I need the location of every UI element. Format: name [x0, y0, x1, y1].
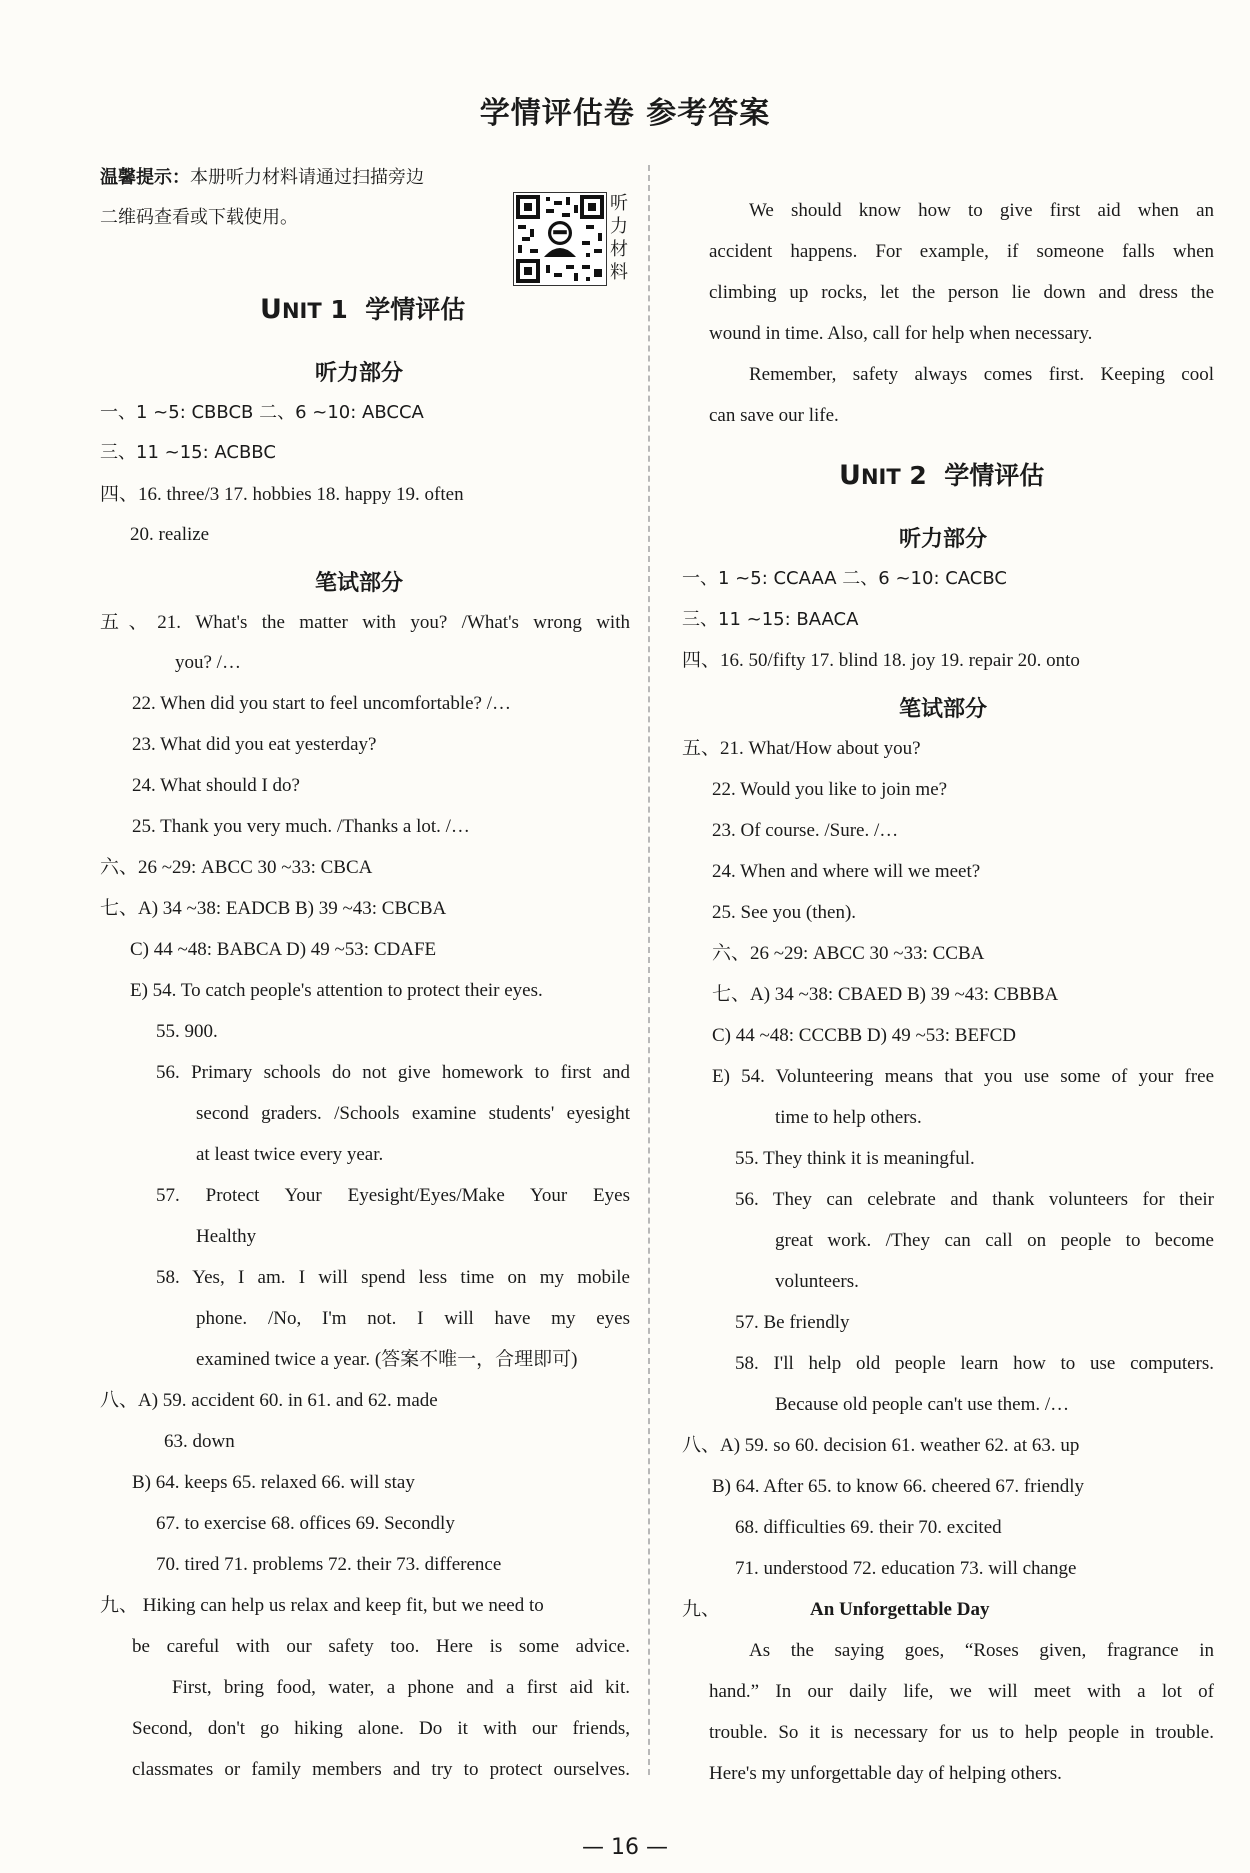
essay-line: hand.” In our daily life, we will meet with a lot of: [709, 1681, 1214, 1702]
unit1-answer-line: classmates or family members and try to protect ourselves.: [132, 1759, 630, 1780]
unit1-answer-line: at least twice every year.: [196, 1144, 384, 1165]
unit2-listening-heading: 听力部分: [899, 527, 988, 552]
unit1-answer-line: 70. tired 71. problems 72. their 73. difference: [156, 1554, 502, 1575]
unit1-answer-line: 22. When did you start to feel uncomfortable? /…: [132, 693, 512, 714]
tip-text-line2: 二维码查看或下载使用。: [100, 207, 298, 228]
unit2-answer-line: 九、 An Unforgettable Day: [682, 1599, 990, 1620]
unit1-listening-line: 三、11 ~15: ACBBC: [100, 442, 276, 463]
unit1-answer-line: 23. What did you eat yesterday?: [132, 734, 377, 755]
unit2-answer-line: E) 54. Volunteering means that you use some of your free: [712, 1066, 1214, 1087]
unit2-listening-line: 三、11 ~15: BAACA: [682, 609, 859, 630]
unit1-answer-line: be careful with our safety too. Here is some advice.: [132, 1636, 630, 1657]
essay-line: Remember, safety always comes first. Keeping cool: [749, 364, 1214, 385]
unit1-listening-heading: 听力部分: [315, 361, 404, 386]
unit1-answer-line: second graders. /Schools examine students' eyesight: [196, 1103, 630, 1124]
unit2-answer-line: 22. Would you like to join me?: [712, 779, 948, 800]
tip-label: 温馨提示：: [100, 167, 190, 188]
unit1-answer-line: 57. Protect Your Eyesight/Eyes/Make Your Eyes: [156, 1185, 630, 1206]
unit2-answer-line: B) 64. After 65. to know 66. cheered 67. friendly: [712, 1476, 1084, 1497]
qr-code[interactable]: [513, 192, 607, 286]
unit1-answer-line: 25. Thank you very much. /Thanks a lot. /…: [132, 816, 470, 837]
unit1-answer-line: 六、26 ~29: ABCC 30 ~33: CBCA: [100, 857, 373, 878]
unit1-answer-line: 九、 Hiking can help us relax and keep fit, but we need to: [100, 1595, 544, 1616]
qr-code-icon: [514, 193, 606, 285]
page-number: — 16 —: [582, 1835, 668, 1860]
unit1-writing-heading: 笔试部分: [315, 571, 404, 596]
unit2-listening-line: 一、1 ~5: CCAAA 二、6 ~10: CACBC: [682, 568, 1007, 589]
unit2-answer-line: 七、A) 34 ~38: CBAED B) 39 ~43: CBBBA: [712, 984, 1059, 1005]
unit1-answer-line: Healthy: [196, 1226, 257, 1247]
unit1-answer-line: 67. to exercise 68. offices 69. Secondly: [156, 1513, 455, 1534]
unit2-answer-line: 55. They think it is meaningful.: [735, 1148, 975, 1169]
unit1-answer-line: C) 44 ~48: BABCA D) 49 ~53: CDAFE: [130, 939, 437, 960]
unit2-answer-line: 58. I'll help old people learn how to use computers.: [735, 1353, 1214, 1374]
unit2-answer-line: 八、A) 59. so 60. decision 61. weather 62. at 63. up: [682, 1435, 1080, 1456]
unit2-writing-heading: 笔试部分: [899, 697, 988, 722]
unit1-answer-line: 24. What should I do?: [132, 775, 300, 796]
unit1-answer-line: examined twice a year. (答案不唯一，合理即可): [196, 1349, 578, 1370]
unit2-answer-line: 23. Of course. /Sure. /…: [712, 820, 899, 841]
unit2-answer-line: 24. When and where will we meet?: [712, 861, 981, 882]
unit2-answer-line: 56. They can celebrate and thank volunteers for their: [735, 1189, 1214, 1210]
unit1-answer-line: B) 64. keeps 65. relaxed 66. will stay: [132, 1472, 415, 1493]
essay-line: wound in time. Also, call for help when necessary.: [709, 323, 1093, 344]
unit2-answer-line: 25. See you (then).: [712, 902, 857, 923]
unit2-answer-line: 57. Be friendly: [735, 1312, 850, 1333]
unit2-answer-line: C) 44 ~48: CCCBB D) 49 ~53: BEFCD: [712, 1025, 1017, 1046]
essay-line: trouble. So it is necessary for us to help people in trouble.: [709, 1722, 1214, 1743]
unit2-answer-line: great work. /They can call on people to become: [775, 1230, 1214, 1251]
page-title: 学情评估卷 参考答案: [479, 96, 771, 131]
unit1-listening-line: 四、16. three/3 17. hobbies 18. happy 19. often: [100, 484, 464, 505]
unit2-answer-line: 71. understood 72. education 73. will change: [735, 1558, 1077, 1579]
essay-line: can save our life.: [709, 405, 839, 426]
unit2-answer-line: time to help others.: [775, 1107, 922, 1128]
column-divider: [648, 165, 650, 1775]
essay-title: An Unforgettable Day: [810, 1599, 990, 1620]
unit1-answer-line: 55. 900.: [156, 1021, 218, 1042]
unit1-listening-line: 一、1 ~5: CBBCB 二、6 ~10: ABCCA: [100, 402, 424, 423]
essay-line: Here's my unforgettable day of helping others.: [709, 1763, 1062, 1784]
unit2-answer-line: 六、26 ~29: ABCC 30 ~33: CCBA: [712, 943, 985, 964]
essay-line: We should know how to give first aid when an: [749, 200, 1214, 221]
unit1-answer-line: 63. down: [164, 1431, 235, 1452]
unit1-answer-line: you? /…: [175, 652, 241, 673]
unit1-answer-line: 58. Yes, I am. I will spend less time on my mobile: [156, 1267, 630, 1288]
unit1-answer-line: 56. Primary schools do not give homework to first and: [156, 1062, 630, 1083]
essay-line: As the saying goes, “Roses given, fragrance in: [749, 1640, 1214, 1661]
unit1-answer-line: phone. /No, I'm not. I will have my eyes: [196, 1308, 630, 1329]
unit1-answer-line: 七、A) 34 ~38: EADCB B) 39 ~43: CBCBA: [100, 898, 447, 919]
unit1-answer-line: E) 54. To catch people's attention to protect their eyes.: [130, 980, 543, 1001]
qr-label: 听 力 材 料: [610, 193, 628, 283]
unit2-heading: UNIT 2 学情评估: [839, 460, 1045, 491]
tip-text-line1: 本册听力材料请通过扫描旁边: [190, 167, 424, 188]
unit1-listening-line: 20. realize: [130, 524, 210, 545]
unit1-answer-line: 五、21. What's the matter with you? /What's wrong with: [100, 612, 630, 633]
unit2-answer-line: Because old people can't use them. /…: [775, 1394, 1070, 1415]
essay-line: accident happens. For example, if someone falls when: [709, 241, 1214, 262]
unit2-answer-line: 五、21. What/How about you?: [682, 738, 921, 759]
unit1-answer-line: First, bring food, water, a phone and a first aid kit.: [172, 1677, 630, 1698]
unit1-answer-line: Second, don't go hiking alone. Do it with our friends,: [132, 1718, 630, 1739]
unit1-answer-line: 八、A) 59. accident 60. in 61. and 62. made: [100, 1390, 438, 1411]
listening-tip: [100, 158, 480, 238]
essay-line: climbing up rocks, let the person lie down and dress the: [709, 282, 1214, 303]
unit1-heading: UNIT 1 学情评估: [260, 294, 466, 325]
unit2-answer-line: volunteers.: [775, 1271, 859, 1292]
unit2-listening-line: 四、16. 50/fifty 17. blind 18. joy 19. repair 20. onto: [682, 650, 1080, 671]
unit2-answer-line: 68. difficulties 69. their 70. excited: [735, 1517, 1002, 1538]
